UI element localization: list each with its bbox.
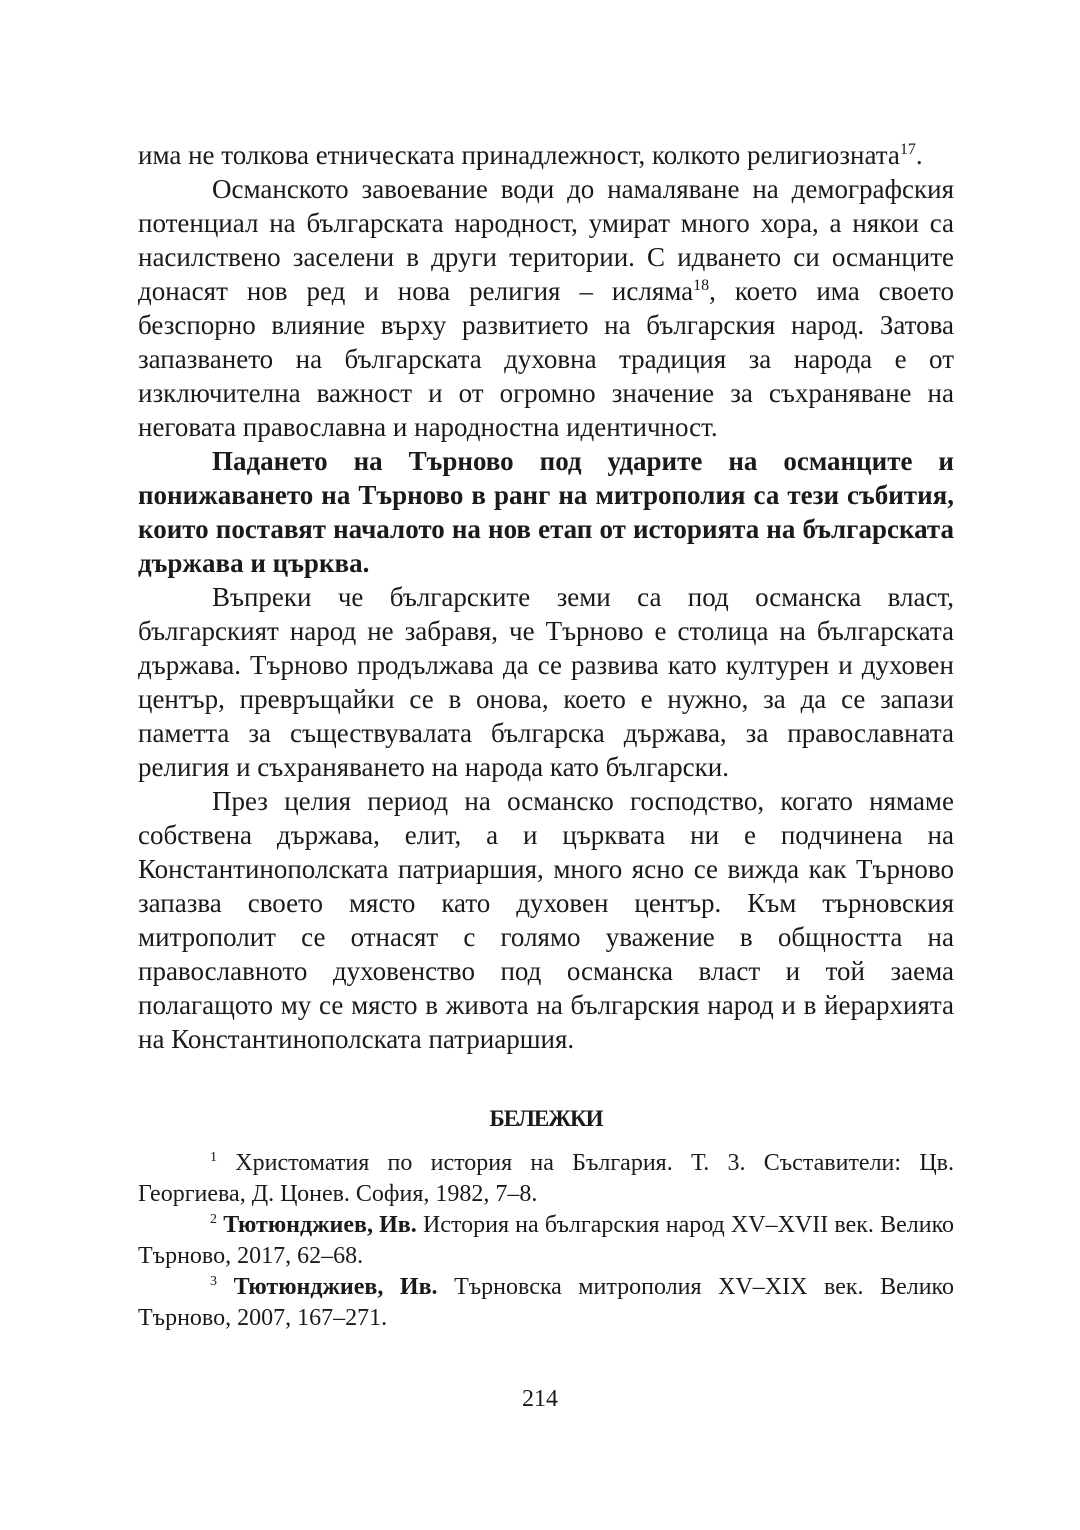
paragraph-text: , което има своето безспорно влияние върху развитието на българския народ. Затова запазването на българската духовна традиция за народа е от изключителна важност и от огромно значение за съхраняване на неговата православна и народностна идентичност. [138, 276, 954, 442]
footnote-ref[interactable]: 18 [693, 277, 710, 294]
paragraph-metropolitan: През целия период на османско господство, когато нямаме собствена държава, елит, а и църквата ни е подчинена на Константинополската патриаршия, много ясно се вижда как Търново запазва своето място като духовен център. Към търновския митрополит се отнасят с голямо уважение в общността на православното духовенство под османска власт и той заема полагащото му се място в живота на българския народ и в йерархията на Константинополската патриаршия. [138, 786, 954, 1054]
paragraph-ottoman-conquest [138, 172, 954, 444]
paragraph-bold-thesis: Падането на Търново под ударите на османците и понижаването на Търново в ранг на митрополия са тези събития, които поставят началото на нов етап от историята на българската държава и църква. [138, 446, 954, 578]
page-content [138, 138, 954, 1334]
footnote-3 [138, 1272, 954, 1334]
paragraph-tarnovo-capital: Въпреки че българските земи са под османска власт, българският народ не забравя, че Търново е столица на българската държава. Търново продължава да се развива като културен и духовен център, превръщайки се в онова, което е нужно, за да се запази паметта за съществувалата българска държава, за православната религия и съхраняването на народа като български. [138, 582, 954, 782]
footnote-number: 2 [210, 1212, 217, 1227]
paragraph-text: Османското завоевание води до намаляване на демографския потенциал на българската народност, умират много хора, а някои са насилствено заселени в други територии. С идването си османците донасят нов ред и нова религия – исляма [138, 174, 954, 306]
footnote-author: Тютюнджиев, Ив. [223, 1212, 417, 1238]
footnote-ref[interactable]: 17 [899, 141, 916, 158]
notes-heading: БЕЛЕЖКИ [489, 1106, 603, 1131]
page-number: 214 [522, 1386, 558, 1412]
footnote-text: История на българския народ XV–XVII век. Велико Търново, 2017, 62–68. [138, 1212, 955, 1269]
paragraph-continuation [138, 138, 954, 172]
footnote-text: Търновска митрополия XV–XIX век. Велико Търново, 2007, 167–271. [138, 1274, 954, 1331]
paragraph-text: има не толкова етническата принадлежност, колкото религиозната [138, 140, 900, 170]
footnote-number: 1 [210, 1150, 217, 1165]
paragraph-tail: . [915, 140, 923, 170]
footnote-number: 3 [210, 1274, 217, 1289]
footnote-text: Христоматия по история на България. Т. 3. Съставители: Цв. Георгиева, Д. Цонев. София, 1982, 7–8. [138, 1150, 954, 1207]
footnote-1 [138, 1148, 954, 1210]
footnote-author: Тютюнджиев, Ив. [233, 1274, 438, 1300]
footnote-2 [138, 1210, 954, 1272]
